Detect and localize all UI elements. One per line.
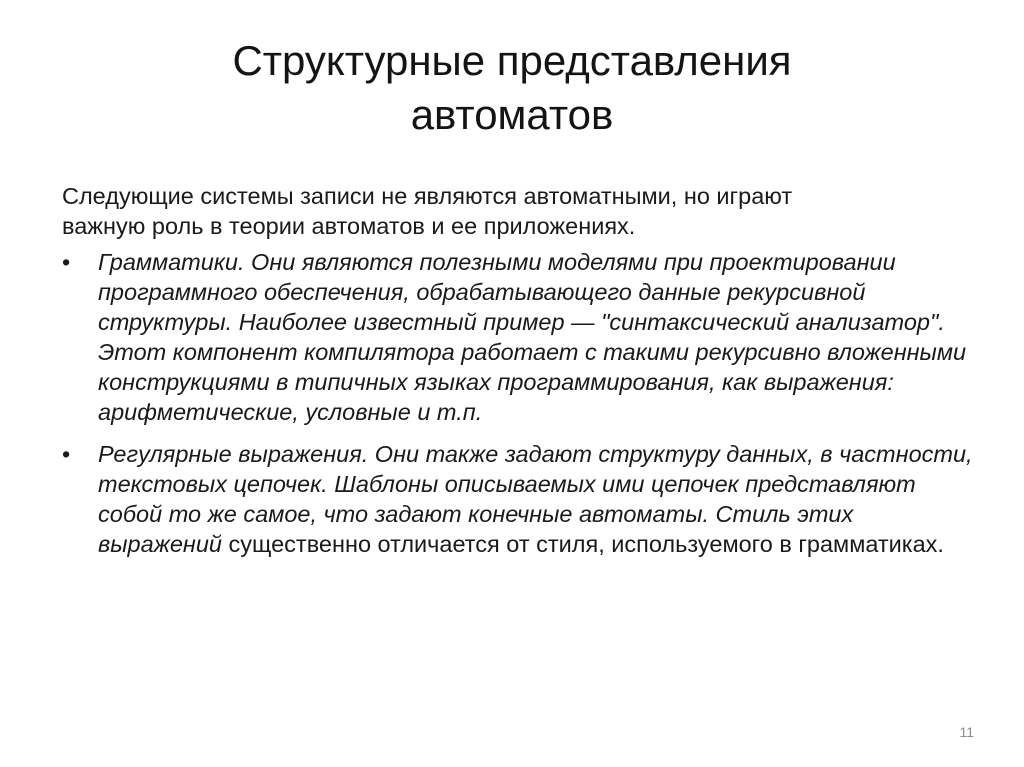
intro-paragraph [62,181,982,241]
bullet-list [62,247,982,559]
bullet-item-regular-expressions [62,439,982,559]
slide-title-line-1: Структурные представления [232,37,792,84]
bullet-icon: • [62,249,71,275]
bullet-italic-text: Грамматики. Они являются полезными моделями при проектировании программного обеспечения, обрабатывающего данные рекурсивной структуры. Наиболее известный пример — "синтаксический анализатор". Этот компонент компилятора работает с такими рекурсивно вложенными конструкциями в типичных языках программирования, как выражения: арифметические, условные и т.п. [98,249,967,425]
bullet-icon: • [62,441,71,467]
page-number: 11 [959,724,974,740]
intro-line-2: важную роль в теории автоматов и ее приложениях. [62,213,636,239]
bullet-italic-text: Регулярные выражения. Они также задают структуру данных, в частности, текстовых цепочек. Шаблоны описываемых ими цепочек представляют собой то же самое, что задают конечные автоматы. Стиль этих выражений [98,441,973,557]
bullet-plain-text: существенно отличается от стиля, используемого в грамматиках. [228,531,944,557]
slide-title [60,34,964,142]
bullet-item-grammars [62,247,982,427]
intro-line-1: Следующие системы записи не являются автоматными, но играют [62,183,793,209]
bullet-text [98,247,982,427]
bullet-text [98,439,982,559]
slide-title-line-2: автоматов [410,91,614,138]
slide-content [62,181,982,571]
